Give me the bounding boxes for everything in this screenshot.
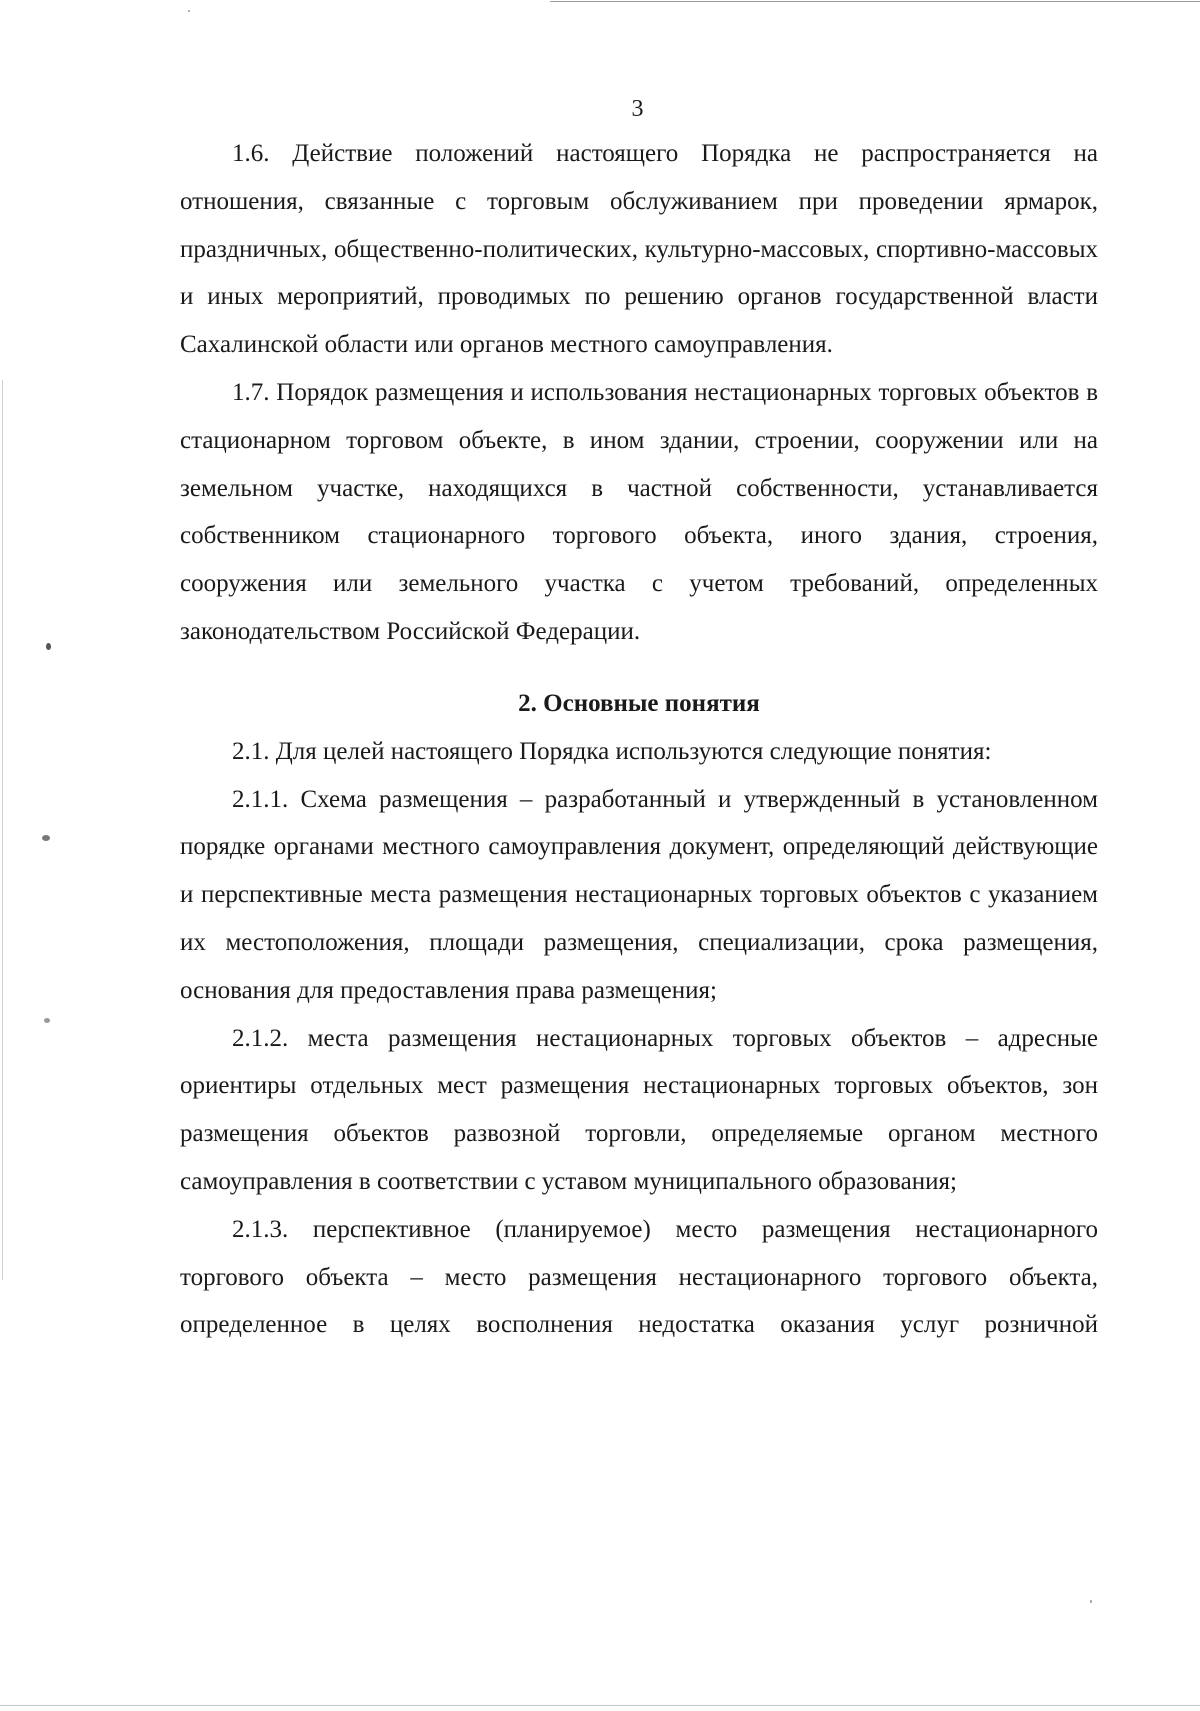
paragraph-2-1-1: 2.1.1. Схема размещения – разработанный и утвержденный в установленном порядке органами местного самоуправления документ, определяющий действующие и перспективные места размещения нестационарных торговых объектов с указанием их местоположения, площади размещения, специализации, срока размещения, основания для предоставления права размещения;: [180, 785, 1098, 1004]
paragraph-1-7: 1.7. Порядок размещения и использования нестационарных торговых объектов в стационарном торговом объекте, в ином здании, строении, сооружении или на земельном участке, находящихся в частной собственности, устанавливается собственником стационарного торгового объекта, иного здания, строения, сооружения или земельного участка с учетом требований, определенных законодательством Российской Федерации.: [180, 378, 1098, 645]
paragraph-2-1-3: 2.1.3. перспективное (планируемое) место размещения нестационарного торгового объекта – место размещения нестационарного торгового объекта, определенное в целях восполнения недостатка оказания услуг розничной: [180, 1215, 1098, 1339]
paragraph-2-1-2: 2.1.2. места размещения нестационарных торговых объектов – адресные ориентиры отдельных мест размещения нестационарных торговых объектов, зон размещения объектов развозной торговли, определяемые органом местного самоуправления в соответствии с уставом муниципального образования;: [180, 1024, 1098, 1195]
section-heading: 2. Основные понятия: [518, 689, 760, 717]
scan-speck: [46, 643, 51, 650]
scan-speck: [42, 835, 50, 841]
scan-edge-left: [2, 380, 3, 1280]
scan-edge-bottom: [0, 1705, 1200, 1706]
paragraph-1-6: 1.6. Действие положений настоящего Порядка не распространяется на отношения, связанные с торговым обслуживанием при проведении ярмарок, праздничных, общественно-политических, культурно-массовых, спортивно-массовых и иных мероприятий, проводимых по решению органов государственной власти Сахалинской области или органов местного самоуправления.: [180, 140, 1098, 359]
scan-speck: [188, 10, 190, 12]
document-body: [180, 130, 1098, 1349]
paragraph-2-1: 2.1. Для целей настоящего Порядка используются следующие понятия:: [232, 737, 992, 765]
page-number: 3: [631, 96, 644, 122]
scan-speck: [44, 1018, 50, 1023]
scan-edge-top: [550, 1, 1200, 2]
scan-speck: [1090, 1600, 1092, 1603]
